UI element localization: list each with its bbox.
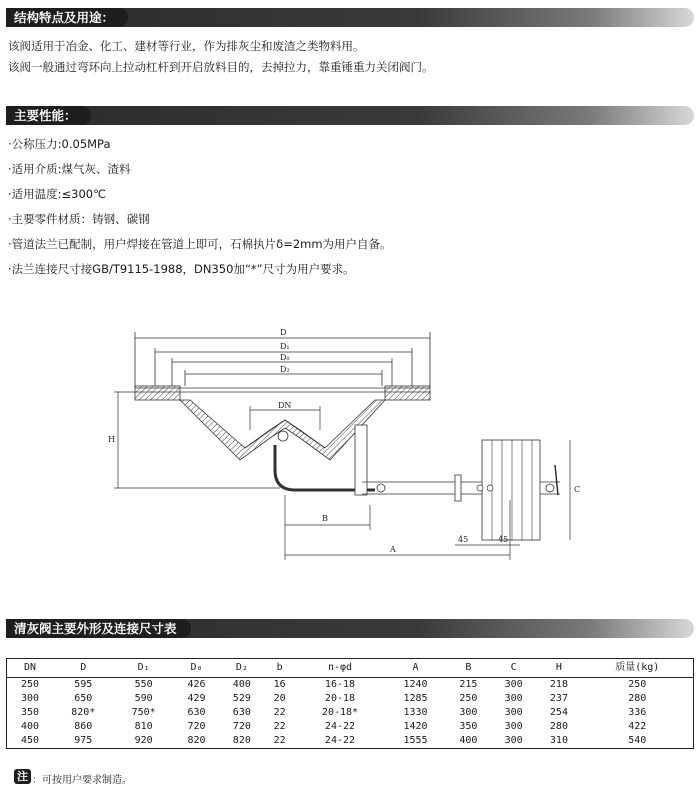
valve-drawing <box>100 320 600 565</box>
section-header-bar <box>6 106 694 125</box>
dim-label-H: H <box>108 435 115 444</box>
table-cell: 529 <box>232 693 251 704</box>
table-cell: 218 <box>549 679 568 690</box>
table-cell: 300 <box>504 693 523 704</box>
col-header: D₁ <box>113 659 173 678</box>
table-cell: 250 <box>459 693 478 704</box>
table-cell: 630 <box>232 707 251 718</box>
table-cell: 250 <box>582 678 694 693</box>
table-cell: 300 <box>459 707 478 718</box>
dim-label-D2: D₂ <box>280 365 290 374</box>
col-header: 质量(kg) <box>582 659 694 678</box>
dim-label-45-right: 45 <box>498 535 509 544</box>
table-cell: 24-22 <box>295 734 386 749</box>
table-cell: 540 <box>582 734 694 749</box>
structure-paragraph-2: 该阀一般通过弯环向上拉动杠杆到开启放料目的，去掉拉力，靠重锤重力关闭阀门。 <box>8 60 434 74</box>
dim-label-DN: DN <box>278 401 292 410</box>
table-cell: 1240 <box>403 679 428 690</box>
table-cell: 400 <box>446 734 491 749</box>
table-cell: 300 <box>504 721 523 732</box>
table-cell: 429 <box>187 693 206 704</box>
table-cell: 20-18* <box>321 707 359 718</box>
table-cell: 920 <box>113 734 173 749</box>
dim-label-D: D <box>280 328 287 337</box>
table-cell: 975 <box>53 734 113 749</box>
table-cell: 24-22 <box>324 721 356 732</box>
table-cell: 20 <box>273 693 286 704</box>
dimensions-table <box>6 658 694 749</box>
dim-label-B: B <box>322 514 328 523</box>
feature-item: ·适用温度:≤300℃ <box>8 187 107 201</box>
table-cell: 300 <box>491 734 536 749</box>
table-cell: 450 <box>7 734 54 749</box>
table-cell: 400 <box>7 720 54 734</box>
dim-label-A: A <box>390 545 396 554</box>
feature-item: ·法兰连接尺寸接GB/T9115-1988，DN350加“*”尺寸为用户要求。 <box>8 262 355 276</box>
section-title-performance: 主要性能： <box>6 106 91 125</box>
table-cell: 22 <box>273 721 286 732</box>
note-text: ：可按用户要求制造。 <box>32 775 132 786</box>
col-header: n-φd <box>295 659 386 678</box>
table-cell: 400 <box>232 679 251 690</box>
table-cell: 590 <box>134 693 153 704</box>
table-row <box>7 734 694 749</box>
table-cell: 550 <box>134 679 153 690</box>
table-cell: 16-18 <box>324 679 356 690</box>
table-cell: 16 <box>273 679 286 690</box>
dim-label-D0: D₀ <box>280 353 290 362</box>
table-cell: 254 <box>549 707 568 718</box>
table-cell: 720 <box>232 721 251 732</box>
table-header-row <box>7 659 694 678</box>
feature-item: ·主要零件材质：铸钢、碳钢 <box>8 212 150 226</box>
table-cell: 1420 <box>403 721 428 732</box>
table-cell: 300 <box>7 692 54 706</box>
structure-paragraph-1: 该阀适用于冶金、化工、建材等行业，作为排灰尘和废渣之类物料用。 <box>8 39 365 53</box>
table-cell: 22 <box>273 707 286 718</box>
col-header: D₀ <box>174 659 219 678</box>
col-header: DN <box>7 659 54 678</box>
table-row <box>7 678 694 693</box>
feature-item: ·公称压力:0.05MPa <box>8 137 111 151</box>
table-cell: 1285 <box>403 693 428 704</box>
table-cell: 22 <box>264 734 294 749</box>
section-header-bar <box>6 8 694 27</box>
table-cell: 860 <box>74 721 93 732</box>
table-cell: 336 <box>582 706 694 720</box>
table-cell: 310 <box>536 734 581 749</box>
col-header: H <box>536 659 581 678</box>
table-cell: 280 <box>549 721 568 732</box>
table-row <box>7 720 694 734</box>
dim-label-D1: D₁ <box>280 342 290 351</box>
table-cell: 280 <box>582 692 694 706</box>
table-cell: 1555 <box>385 734 445 749</box>
feature-item: ·管道法兰已配制，用户焊接在管道上即可，石棉执片δ=2mm为用户自备。 <box>8 237 392 251</box>
table-cell: 422 <box>582 720 694 734</box>
table-cell: 250 <box>7 678 54 693</box>
table-cell: 350 <box>7 706 54 720</box>
table-cell: 810 <box>134 721 153 732</box>
table-cell: 300 <box>504 679 523 690</box>
table-cell: 350 <box>459 721 478 732</box>
table-cell: 300 <box>504 707 523 718</box>
col-header: A <box>385 659 445 678</box>
table-cell: 820 <box>219 734 264 749</box>
table-row <box>7 692 694 706</box>
table-cell: 820 <box>174 734 219 749</box>
table-cell: 630 <box>187 707 206 718</box>
col-header: b <box>264 659 294 678</box>
table-cell: 426 <box>187 679 206 690</box>
col-header: D <box>53 659 113 678</box>
table-cell: 720 <box>187 721 206 732</box>
section-title-structure: 结构特点及用途： <box>6 8 128 27</box>
col-header: D₂ <box>219 659 264 678</box>
section-title-dimensions-table: 清灰阀主要外形及连接尺寸表 <box>6 619 191 638</box>
dim-label-C: C <box>574 485 581 494</box>
col-header: C <box>491 659 536 678</box>
dim-label-45-left: 45 <box>458 535 469 544</box>
table-cell: 1330 <box>403 707 428 718</box>
table-cell: 650 <box>74 693 93 704</box>
table-cell: 237 <box>549 693 568 704</box>
note-badge: 注 <box>14 769 31 784</box>
col-header: B <box>446 659 491 678</box>
section-header-bar <box>6 619 694 638</box>
feature-item: ·适用介质:煤气灰、渣料 <box>8 162 131 176</box>
table-cell: 215 <box>459 679 478 690</box>
table-row <box>7 706 694 720</box>
table-cell: 20-18 <box>324 693 356 704</box>
table-cell: 750* <box>131 707 156 718</box>
table-cell: 820* <box>71 707 96 718</box>
table-cell: 595 <box>74 679 93 690</box>
